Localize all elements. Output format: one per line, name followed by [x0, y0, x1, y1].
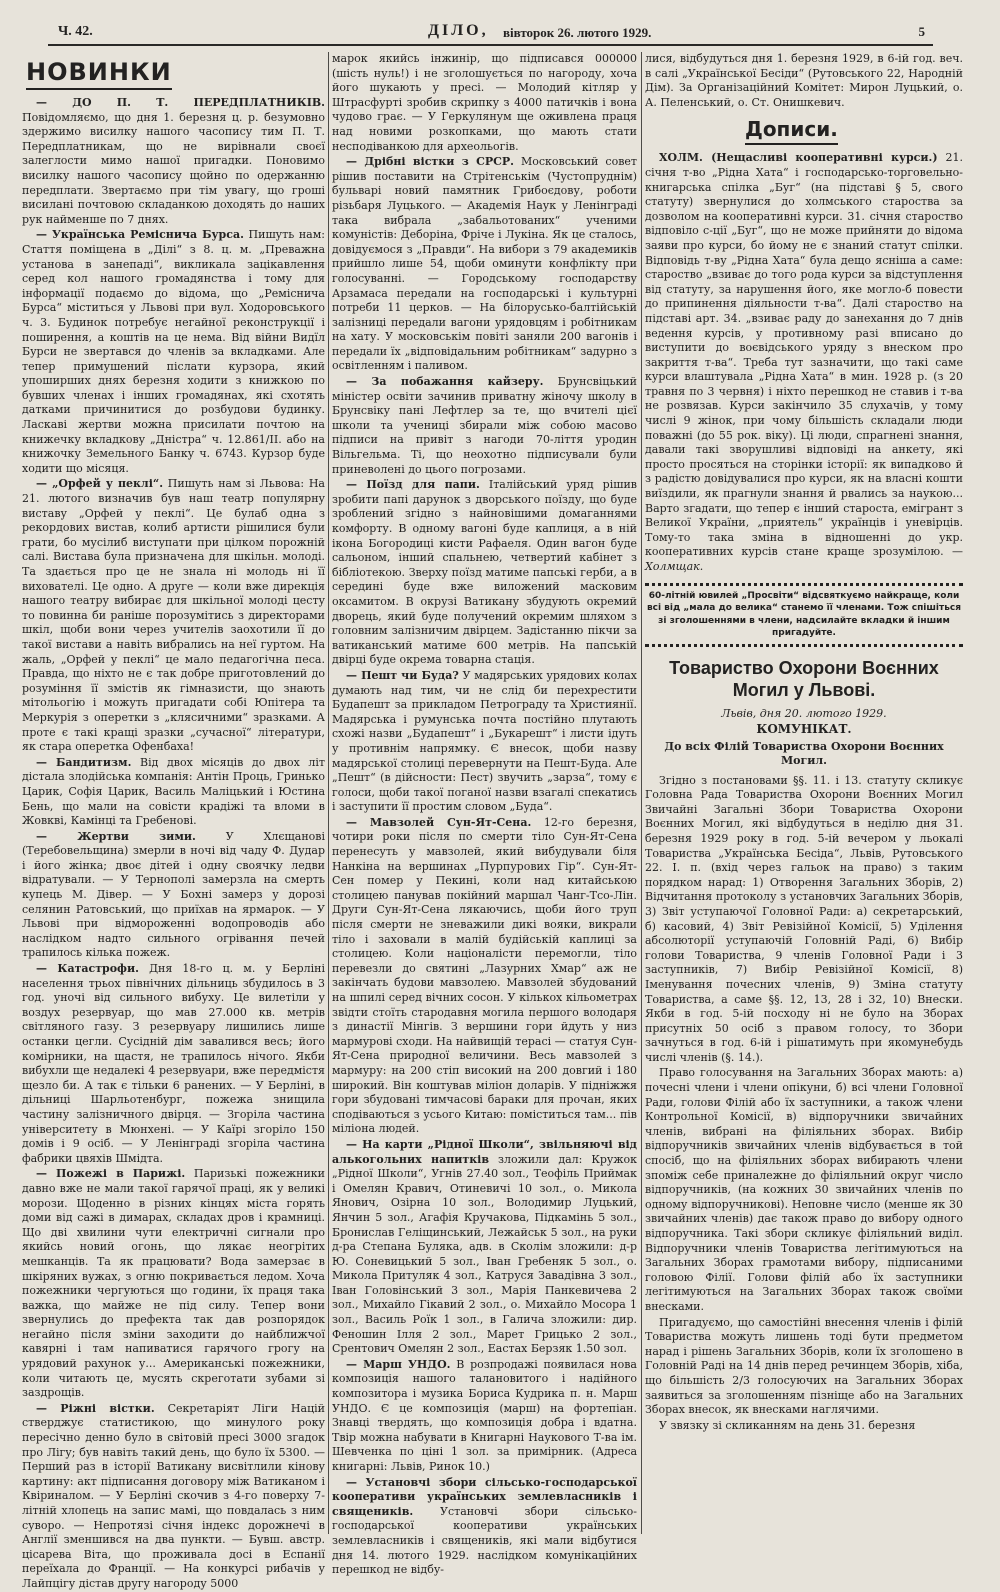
news-item-lead: — Катастрофи.	[36, 962, 139, 976]
news-item	[22, 962, 325, 1166]
news-item-text: Дня 18-го ц. м. у Берліні населення трьох північних дільниць збудилось в 3 год. уночі від сильного вибуху. Це вилетіли у воздух резервуар, що мав 27.000 кв. метрів світляного газу. З резервуару лишились лише останки цегли. Сусідній дім завалився весь; його комірники, на щастя, не трапилось нічого. Якби вибухли ще недалекі 4 резервуари, вже передмістя щезло би. А так є тільки 6 ранених. — У Берліні, в дільниці Шарльотенбург, пожежа знищила частину залізничного двірця. — Згоріла частина університету в Мюнхені. — У Каїрі згоріло 150 домів і 9 осіб. — У Ленінграді згоріла частина фабрики цвяхів Шмідта.	[22, 962, 325, 1165]
issue-date: вівторок 26. лютого 1929.	[503, 25, 652, 40]
news-item-lead: — „Орфей у пеклі“.	[36, 477, 164, 491]
news-item-lead: — Ріжні вістки.	[36, 1401, 155, 1415]
news-item-lead: — Дрібні вістки з СРСР.	[346, 155, 514, 169]
news-item-lead: — Поїзд для папи.	[346, 478, 480, 492]
communique-paragraph: Згідно з постановами §§. 11. і 13. статуту скликує Головна Рада Товариства Охорони Воєнних Могил Звичайні Загальні Збори Товариства Охорони Воєнних Могил, які відбудуться в неділю дня 31. березня 1929 року в год. 5-ій вечером у льокалі Товариства „Українська Бесіда“, Львів, Рутовського 22. І. п. (вхід через гальок на право) з таким порядком нарад: 1) Отворення Загальних Зборів, 2) Відчитання протоколу з установчих Загальних Зборів, 3) Звіт уступаючої Головної Ради: а) секретарський, б) касовий, 4) Звіт Ревізійної Комісії, 5) Уділення абсолюторії уступаючій Головній Раді, 6) Вибір голови Товариства, 9 членів Головної Ради і 3 заступників, 7) Вибір Ревізійної Комісії, 8) Іменування почесних членів, 9) Зміна статуту Товариства, а саме §§. 12, 13, 28 і 32, 10) Внески. Якби в год. 5-ій посходу ні не було на Зборах присутніх 50 осіб з правом голосу, то Збори зачнуться в год. 6-ій і рішатимуть при якомунебудь числі членів (§. 14.).	[645, 773, 963, 1064]
news-item-text: Пишуть нам: Стаття поміщена в „Ділі“ з 8. ц. м. „Преважна установа в занепаді“, викликала зацікавлення серед кол нашого громадянства і тому для інформації подаємо до відома, що „Реміснича Бурса“ міститься у Львові при вул. Ходоровського ч. 3. Будинок потребує негайної реконструкції і поширення, а коштів на це нема. Від війни Видїл Бурси не звертався до членів за вкладками. Але тепер примушений післати курзора, який упоширших днях березня ходити з книжкою по бувших членах і інших громадянах, які схотять датками причинитися до розбудови будинку. Ласкаві жертви можна присилати почтою на книжечку вкладкову „Дністра“ ч. 12.861/II. або на книжочку Земельного Банку ч. 6743. Курзор буде ходити що місяця.	[22, 228, 325, 475]
news-item-text: Італійський уряд рішив зробити папі дарунок з дворського поїзду, що буде зроблений згідно з найновішими домаганнями комфорту. В одному вагоні буде каплиця, а в ній ікона Богородиці кисти Рафаеля. Один вагон буде сальоном, інший спальнею, четвертий кабінет з бібліотекою. Зверху поїзд матиме папські герби, а в середині буде вже виложений масковим оксамитом. В окрузі Ватикану збудують окремий дворець, який буде получений окремим шляхом з головним залізничим двірцем. Задістанню пікчи за ватиканський матиме 600 метрів. На папській двірці буде окрема товарна стація.	[332, 478, 637, 667]
page-number: 5	[918, 24, 925, 39]
issue-number: Ч. 42.	[58, 24, 93, 39]
correspondence-item	[645, 151, 963, 574]
page-header	[48, 22, 933, 46]
news-item-text: У мадярських урядових колах думають над тим, чи не слід би перехрестити Будапешт за прикладом Петрограду та Християнії. Мадярська і румунська почта постійно плутають схожі назви „Будапешт“ і „Букарешт“ і листи ідуть у противнім напрямку. Є внесок, щоби назву мадярської столиці перевернути на Пешт-Буда. Але „Пешт“ (в дійсности: Пест) звучить „зарза“, тому є голоси, щоби такої поганої назви взагалі спекатись і заступити її простим словом „Буда“.	[332, 668, 637, 814]
news-item-lead: — Установчі збори сільсько-господарської кооперативи українських землевласників і священиків.	[332, 1475, 637, 1518]
section-title-correspondence: Дописи.	[745, 117, 838, 145]
correspondence-signature: Холмщак.	[645, 560, 704, 573]
column-rule	[328, 52, 329, 1534]
correspondence-lead: ХОЛМ. (Нещасливі кооперативні курси.)	[659, 151, 938, 165]
communique-address: До всіх Філій Товариства Охорони Воєнних Могил.	[664, 739, 944, 767]
section-title-news: НОВИНКИ	[26, 58, 172, 90]
continued-text: лися, відбудуться дня 1. березня 1929, в 6-ій год. веч. в салі „Української Бесіди“ (Рутовського 22, Народній Дім). За Організаційний Комітет: Мирон Луцький, о. А. Пеленський, о. Ст. Онишкевич.	[645, 52, 963, 109]
news-item-lead: — Пожежі в Парижі.	[36, 1167, 186, 1181]
news-item	[332, 155, 637, 374]
news-item	[332, 1476, 637, 1578]
news-item-text: Секретаріят Ліги Націй стверджує статистикою, що минулого року пересічно денно було в світовій пресі 3000 згадок про Лігу; був навіть такий день, що було їх 5300. — Перший раз в історії Ватикану висвітлили кінову картину: акт підписання договору між Ватиканом і Квіриналом. — У Берліні скочив з 4-го поверху 7-літній хлопець на запис мамі, що повдалась з ним суворо. — Непротязі січня індекс дорожнечі в Англії зменшився на два пункти. — Бувш. австр. цісарева Віта, що проживала досі в Еспанії переїхала до Франції. — На конкурсі рибачів у Лайпцігу дістав другу нагороду 5000	[22, 1401, 325, 1590]
communique-paragraph: Пригадуємо, що самостійні внесення членів і філій Товариства можуть лишень тоді бути предметом нарад і рішень Загальних Зборів, коли їх зголошено в Головній Раді на 14 днів перед речинцем Зборів, хіба, що більшість 2/3 голосуючих на Загальних Зборах заявиться за зголошенням пізніще або на Загальних Зборах внесок, як внесками наглячими.	[645, 1315, 963, 1417]
news-item-text: Московський совет рішив поставити на Стрітенськім (Чустопруднім) бульварі новий памятник Грибоєдову, роботи різьбаря Луцького. — Академія Наук у Ленінграді така вибрала „забальотованих“ ученими комуністів: Деборіна, Фріче і Лукіна. Як це сталось, довідуємося з „Правди“. На вибори з 79 академиків прийшло лише 54, щоби оминути конфлікту при голосуванні. — Городському господарству Арзамаса передали на господарські і культурні потреби 11 церков. — На білорусько-балтійській залізниці передали вагони урядовцям і робітникам на хату. У московськім повіті заняли 200 вагонів і передали їх „відповідальним робітникам“ задурно з освітленням і паливом.	[332, 155, 637, 373]
news-item-lead: — Українська Реміснича Бурса.	[36, 228, 244, 242]
communique-paragraph: Право голосування на Загальних Зборах мають: а) почесні члени і члени опікуни, б) всі члени Головної Ради, голови Філій або їх заступники, а також члени Контрольної Комісії, в) відпоручники звичайних членів, вибрані на філіяльних зборах. Вибір відпоручників звичайних членів відбувається в той спосіб, що на філіяльних зборах вибирають члени зпоміж себе приналежне до філіяльний округ число відпоручників, (на кожних 30 звичайних членів по одному відпоручникові). Неповне число (менше як 30 звичайних членів) дає також право до вибору одного відпоручника. Такі збори скликує філіяльний виділ. Відпоручники членів Товариства легітимуються на Загальних Зборах грамотами вибору, підписаними головою Філії. Голови філій або їх заступники легітимуються на Загальних Зборах також своїми внесками.	[645, 1066, 963, 1313]
news-item	[22, 756, 325, 829]
news-item	[332, 375, 637, 477]
news-item-lead: — Мавзолей Сун-Ят-Сена.	[346, 815, 532, 829]
news-item-text: Повідомляємо, що дня 1. березня ц. р. безумовно здержимо висилку нашого часопису тим П. Т. Передплатникам, що не вирівнали своєї залеглости мимо нашої пригадки. Поновимо висилку нашого часопису щойно по одержанню передплати. Звертаємо при тім увагу, що гроші висилані почтовою складанкою доходять до наших рук найменше по 7 днях.	[22, 110, 325, 226]
news-item-text: зложили дал: Кружок „Рідної Школи“, Угнів 27.40 зол., Теофіль Приймак і Омелян Кравич, Отиневичі 10 зол., о. Микола Янович, Озірна 10 зол., Володимир Луцький, Янчин 5 зол., Агафія Кручакова, Підкамінь 5 зол., Бронислав Геліщинський, Лежайськ 5 зол., на руки д-ра Степана Буляка, адв. в Сколім зложили: д-р Ю. Соневицький 5 зол., Іван Гребеняк 5 зол., о. Микола Притуляк 4 зол., Катруся Завадівна 3 зол., Іван Головінський 3 зол., Марія Панкевичева 2 зол., Михайло Гікавий 2 зол., о. Михайло Мосора 1 зол., Василь Роїк 1 зол., в Галича зложили: дир. Феношин Ілля 2 зол., Марет Грицько 2 зол., Срентович Омелян 2 зол., Еастах Берзяк 1.50 зол.	[332, 1152, 638, 1356]
news-item-text: Від двох місяців до двох літ дістала злодійська компанія: Антін Проць, Гринько Царик, Софія Царик, Василь Маліцький і Юстина Бень, що мали на совісти крадіжі та вломи в Жовкві, Камінці та Гребенові.	[22, 755, 325, 828]
communique-paragraph: У звязку зі скликанням на день 31. березня	[659, 1418, 916, 1432]
news-item	[22, 477, 325, 754]
news-item-text: Брунсвіцький міністер освіти зачинив приватну жіночу школу в Брунсвіку пані Лефтлер за те, що вчителі цієї школи та учениці збирали між собою масово підписи на привіт з нагоди 70-ліття уродин Вільгельма. Ті, що неохотно підписували були приневолені до цього погрозами.	[332, 375, 637, 476]
news-item	[22, 1402, 325, 1592]
newspaper-title: ДІЛО,	[428, 22, 489, 39]
news-item-text: У Хлєщанові (Теребовельщина) змерли в ночі від чаду Ф. Дудар і його жінка; двоє дітей і одну своячку ледви відратували. — У Тернополі замерзла на смерть купець М. Дівер. — У Бохні замерз у дорозі селянин Ратовський, що приїхав на ярмарок. — У Львові при відмороженні водопроводів або наслідком надто сильного огрівання печей трапилось кілька пожеж.	[22, 829, 325, 960]
news-item	[332, 1358, 637, 1475]
dateline: Львів, дня 20. лютого 1929.	[721, 706, 887, 720]
news-item-lead: — Бандитизм.	[36, 755, 132, 769]
news-item	[22, 228, 325, 476]
news-item	[22, 96, 325, 227]
communique-heading: КОМУНІКАТ.	[756, 721, 852, 736]
news-item-text: В розпродажі появилася нова композиція нашого талановитого і надійного композитора і музика Бориса Кудрика п. н. Марш УНДО. Є це композиція (марш) на фортепіан. Знавці твердять, що композиція добра і вдатна. Твір можна набувати в Книгарні Наукового Т-ва ім. Шевченка по ціні 1 зол. за примірник. (Адреса книгарні: Львів, Ринок 10.)	[332, 1357, 637, 1473]
news-item	[332, 1138, 637, 1357]
column-rule	[641, 52, 642, 1534]
news-item-text: Паризькі пожежники давно вже не мали такої гарячої праці, як у великі морози. Щоденно в різних кінцях міста горять доми від сажі в димарах, складах дров і крамниці. Що дві хвилини чути електричні сигнали про якийсь новий огонь, що лякає неогрітих мешканців. Та як працювати? Вода замерзає в шкіряних вужах, з огню покривається ледом. Хоча пожежники чергуються що години, їх праця така важка, що майже не під силу. Тепер вони звернулись до префекта так дав розпорядок негайно після зміни заходити до найближчої кавярні і там напиватися гарячого грогу на урядовий рахунок у... Американські пожежники, коли читають це, мусять скреготати зубами зі заздрощів.	[22, 1167, 325, 1400]
column-correspondence	[645, 52, 963, 1534]
news-item	[332, 478, 637, 668]
news-item	[332, 816, 637, 1137]
news-item-text: Установчі збори сільсько-господарської кооперативи українських землевласників і священиків, які мали відбутися дня 14. лютого 1929. наслідком комунікаційних перешкод не відбу-	[332, 1504, 637, 1577]
prosvita-notice: 60-літній ювилей „Просвіти“ відсвяткуємо найкраще, коли всі від „мала до велика“ станемо її членами. Тож спішіться зі зголошеннями в члени, надсилайте вкладки й іншим пригадуйте.	[645, 583, 963, 647]
news-item-text: Пишуть нам зі Львова: На 21. лютого визначив був наш театр популярну виставу „Орфей у пеклі“. Це булаб одна з рекордових вистав, колиб артисти рішилися були грати, бо мусілиб виступати при цілком порожній салі. Вистава була призначена для шкільн. молоді. Та здається про це не знала ні молодь ні її вихователі. Це одно. А друге — коли вже дирекція нашого театру вибирає для шкільної молоді цесту то повинна би раніше порозумітись з директорами шкіл, щоби вони через учителів заохотили її до такої вистави а навіть вибрались на неї гуртом. На жаль, „Орфей у пеклі“ це мало педагогічна песа. Правда, що ніхто не є так добре приготовлений до розуміння її змістів як гімназисти, що знають мітольогію і можуть пригадати собі Юпітера та Меркурія з оперетки з „клясичними“ зразками. А проте є такі кращі зразки „сучасної“ літератури, як стара оперетка Офенбаха!	[22, 477, 325, 754]
continued-text: марок якийсь інжинір, що підписався 000000 (шість нуль!) і не зголошується по нагороду, хоча його шукають у пресі. — Молодий кітляр у Штрасфурті зробив скрипку з 4000 патичків і вона чудово грає. — У Геркулянум ще оживлена праця над новими розкопками, що мають стати несподіванкою для археольогів.	[332, 52, 637, 153]
news-item	[332, 669, 637, 815]
news-item-text: 12-го березня, чотири роки після по смерти тіло Сун-Ят-Сена перенесуть у мавзолей, який вибудували біля Нанкіна на вершинах „Пурпурових Гір“. Сун-Ят-Сен помер у Пекині, коли над китайською столицею панував покійний маршал Чанг-Тсо-Лін. Други Сун-Ят-Сена лякаючись, щоби його труп після смерти не зневажили дикі вояки, викрали тіло і заховали в малій будійській каплиці за столицею. Коли націоналісти перемогли, тіло перевезли до святині „Лазурних Хмар“ аж не закінчать будови мавзолею. Мавзолей збудований на шпилі серед вічних сосон. У кількох кільометрах звідти стоїть стародавня могила першого володаря з династії Мінгів. З вершини гори йдуть у низ мармурові сходи. На найвищій терасі — статуя Сун-Ят-Сена природної величини. Весь мавзолей з мармуру: на 200 стіп високий на 200 довгий і 180 широкий. Він коштував міліон доларів. У підніжжя гори збудовані тимчасові бараки для прочан, яких сподіваються з усього Китаю: поміститься там... пів міліона людей.	[332, 815, 637, 1136]
society-title: Товариство Охорони Воєнних Могил у Львові.	[669, 657, 939, 700]
news-item-lead: — Жертви зими.	[36, 829, 196, 843]
column-news-continued	[332, 52, 638, 1577]
news-item-lead: — ДО П. Т. ПЕРЕДПЛАТНИКІВ.	[36, 96, 325, 109]
news-item-lead: — Марш УНДО.	[346, 1357, 451, 1371]
news-item-lead: — Пешт чи Буда?	[346, 668, 459, 682]
correspondence-text: 21. січня т-во „Рідна Хата“ і господарсько-торговельно-книгарська спілка „Буг“ (на підставі § 5, свого статуту) звернулися до холмського староства за дозволом на кооперативні курси. 31. січня староство відповіло с-ції „Буг“, що не може прийняти до відома заяви про курси, бо йому не є знаний статут спілки. Відповідь т-ву „Рідна Хата“ була дещо ясніша а саме: староство „взиває до того рода курси за відступлення від статуту, за нарушення його, яке могло-б повести до припинення діяльности т-ва“. Далі староство на підставі арт. 34. „взиває раду до занехання до 7 днів ведення курсів, у противному разі вписано до виступити до воєвідського уряду з внеском про закриття т-ва“. Треба тут зазначити, що такі саме курси влаштувала „Рідна Хата“ в мин. 1928 р. (з 20 травня по 3 червня) і ніхто перешкод не ставив і т-ва не розвязав. Курси закінчило 35 слухачів, у тому числі 9 жінок, при чому більшість складали люди поважні (до 55 рок. віку). Ці люди, спрагнені знання, давали такі зворушливі відповіді на анкету, які просто просяться на сторінки історії: як випадково й з радістю довідувалися про курси, як на власні кошти виїздили, як прагнули знання й рвались за наукою... Варто згадати, що тепер є інший староста, емігрант з Великої України, „приятель“ українців і уневірців. Тому-то така зміна в відношенні до укр. кооперативних курсів стане краще зрозумілою. —	[645, 151, 963, 559]
news-item-lead: — За побажання кайзеру.	[346, 375, 544, 389]
news-item	[22, 1167, 325, 1401]
column-news	[22, 52, 325, 1590]
news-item-lead: — На карти „Рідної Школи“, звільняючі від алькогольних напитків	[332, 1137, 637, 1166]
news-item	[22, 830, 325, 961]
